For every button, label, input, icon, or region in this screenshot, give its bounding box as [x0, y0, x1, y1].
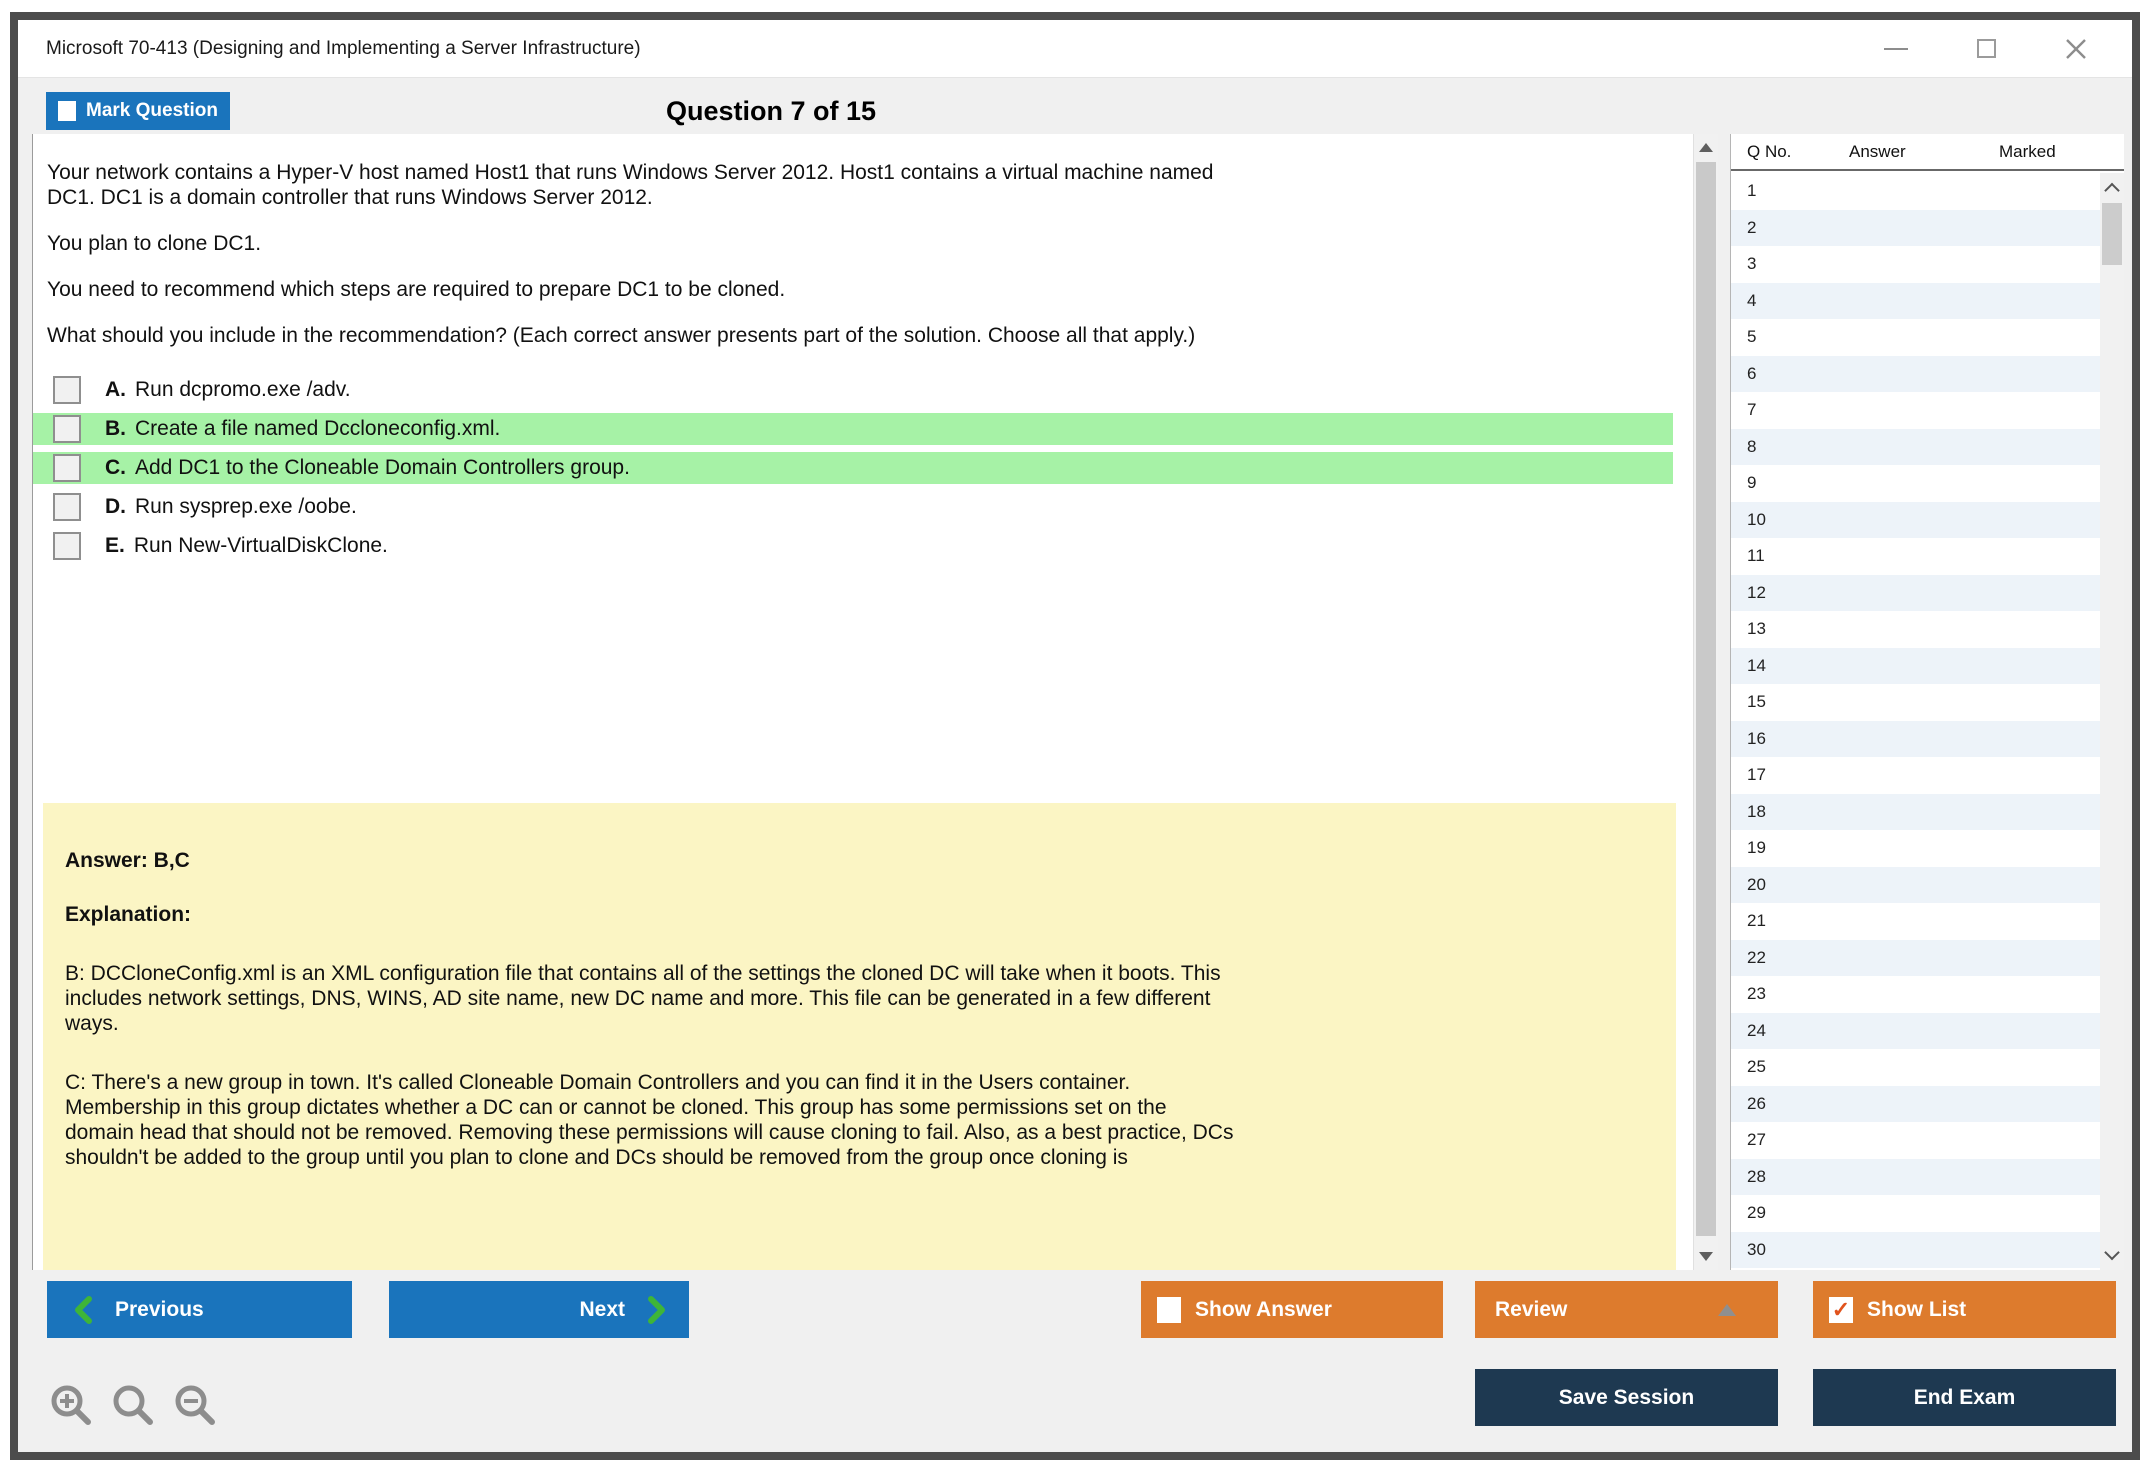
- option-text: Create a file named Dccloneconfig.xml.: [135, 417, 501, 440]
- question-counter: Question 7 of 15: [665, 96, 877, 126]
- qrow-number: 23: [1747, 984, 1766, 1004]
- next-label: Next: [579, 1297, 625, 1321]
- question-list-row[interactable]: [1731, 246, 2100, 283]
- qrow-number: 21: [1747, 911, 1766, 931]
- review-button[interactable]: [1475, 1281, 1778, 1338]
- answer-option-b[interactable]: [33, 413, 1673, 445]
- explanation-box: [43, 803, 1676, 1270]
- scroll-down-chevron-icon[interactable]: [2104, 1245, 2120, 1261]
- qrow-number: 15: [1747, 692, 1766, 712]
- question-list-row[interactable]: [1731, 1086, 2100, 1123]
- qrow-number: 7: [1747, 400, 1757, 420]
- qrow-number: 2: [1747, 217, 1757, 237]
- close-icon: [2064, 37, 2088, 61]
- question-list-row[interactable]: [1731, 684, 2100, 721]
- maximize-icon: [1977, 39, 1996, 58]
- show-list-button[interactable]: [1813, 1281, 2116, 1338]
- next-button[interactable]: [389, 1281, 689, 1338]
- question-list-row[interactable]: [1731, 429, 2100, 466]
- qrow-number: 14: [1747, 655, 1766, 675]
- checkmark-icon: ✓: [1831, 1296, 1851, 1322]
- question-list-row[interactable]: [1731, 867, 2100, 904]
- qrow-number: 28: [1747, 1166, 1766, 1186]
- qrow-number: 16: [1747, 728, 1766, 748]
- option-letter: D.: [105, 495, 126, 518]
- question-list-row[interactable]: [1731, 976, 2100, 1013]
- zoom-out-icon[interactable]: [172, 1382, 218, 1428]
- triangle-up-icon: [1718, 1304, 1736, 1316]
- question-list-row[interactable]: [1731, 392, 2100, 429]
- qrow-number: 24: [1747, 1020, 1766, 1040]
- qrow-number: 13: [1747, 619, 1766, 639]
- question-list-row[interactable]: [1731, 210, 2100, 247]
- qrow-number: 20: [1747, 874, 1766, 894]
- column-header-qno: Q No.: [1747, 141, 1792, 161]
- option-checkbox[interactable]: [53, 376, 81, 404]
- zoom-reset-icon[interactable]: [110, 1382, 156, 1428]
- close-button[interactable]: [2060, 33, 2092, 65]
- scrollbar-thumb[interactable]: [1696, 162, 1716, 1236]
- question-list-row[interactable]: [1731, 611, 2100, 648]
- qrow-number: 11: [1747, 546, 1765, 566]
- question-list-header: [1731, 134, 2124, 171]
- mark-question-button[interactable]: [46, 92, 230, 130]
- answer-option-a[interactable]: [33, 374, 1673, 406]
- question-list-row[interactable]: [1731, 1232, 2100, 1269]
- option-checkbox[interactable]: [53, 532, 81, 560]
- scroll-up-arrow-icon[interactable]: [1699, 143, 1713, 152]
- option-checkbox[interactable]: [53, 454, 81, 482]
- question-paragraph: You need to recommend which steps are required to prepare DC1 to be cloned.: [47, 278, 786, 301]
- option-text: Run New-VirtualDiskClone.: [133, 534, 388, 557]
- option-text: Run dcpromo.exe /adv.: [135, 378, 351, 401]
- column-header-answer: Answer: [1849, 141, 1906, 161]
- qrow-number: 3: [1747, 254, 1757, 274]
- question-list-row[interactable]: [1731, 1195, 2100, 1232]
- minimize-button[interactable]: [1880, 33, 1912, 65]
- question-text: [47, 160, 1673, 348]
- review-label: Review: [1495, 1297, 1568, 1321]
- qrow-number: 9: [1747, 473, 1757, 493]
- question-paragraph: What should you include in the recommendation? (Each correct answer presents part of the solution. Choose all that apply.): [47, 324, 1196, 347]
- question-list-row[interactable]: [1731, 319, 2100, 356]
- scroll-up-chevron-icon[interactable]: [2104, 183, 2120, 199]
- zoom-in-icon[interactable]: [48, 1382, 94, 1428]
- question-list-row[interactable]: [1731, 1159, 2100, 1196]
- options-list: [33, 374, 1673, 562]
- show-list-checkbox[interactable]: [1829, 1297, 1853, 1323]
- question-list-row[interactable]: [1731, 1013, 2100, 1050]
- question-list-row[interactable]: [1731, 1049, 2100, 1086]
- end-exam-button[interactable]: [1813, 1369, 2116, 1426]
- qrow-number: 22: [1747, 947, 1766, 967]
- question-list-row[interactable]: [1731, 940, 2100, 977]
- mark-question-checkbox[interactable]: [58, 101, 76, 121]
- qrow-number: 25: [1747, 1057, 1766, 1077]
- save-session-label: Save Session: [1558, 1385, 1695, 1409]
- question-list-row[interactable]: [1731, 1122, 2100, 1159]
- question-list-row[interactable]: [1731, 757, 2100, 794]
- question-list-sidebar: [1730, 134, 2124, 1270]
- previous-button[interactable]: [47, 1281, 352, 1338]
- column-header-marked: Marked: [1999, 141, 2056, 161]
- question-list-scrollbar[interactable]: [2100, 173, 2124, 1270]
- show-answer-checkbox[interactable]: [1157, 1297, 1181, 1323]
- question-list-row[interactable]: [1731, 465, 2100, 502]
- mark-question-label: Mark Question: [86, 100, 218, 121]
- question-list-row[interactable]: [1731, 283, 2100, 320]
- qrow-number: 5: [1747, 327, 1757, 347]
- qrow-number: 18: [1747, 801, 1766, 821]
- end-exam-label: End Exam: [1913, 1385, 2016, 1409]
- option-letter: C.: [105, 456, 126, 479]
- show-list-label: Show List: [1867, 1297, 1967, 1321]
- chevron-left-icon: [73, 1296, 93, 1324]
- minimize-icon: [1884, 48, 1908, 50]
- question-scrollbar[interactable]: [1693, 134, 1718, 1270]
- qrow-number: 10: [1747, 509, 1766, 529]
- option-letter: E.: [105, 534, 125, 557]
- answer-option-d[interactable]: [33, 491, 1673, 523]
- question-list-row[interactable]: [1731, 794, 2100, 831]
- question-list-row[interactable]: [1731, 648, 2100, 685]
- qrow-number: 30: [1747, 1239, 1766, 1259]
- save-session-button[interactable]: [1475, 1369, 1778, 1426]
- qrow-number: 17: [1747, 765, 1766, 785]
- question-list-row[interactable]: [1731, 830, 2100, 867]
- qrow-number: 19: [1747, 838, 1766, 858]
- qrow-number: 6: [1747, 363, 1757, 383]
- zoom-controls: [48, 1382, 218, 1428]
- window-controls: [1880, 20, 2092, 77]
- option-letter: A.: [105, 378, 126, 401]
- question-list-row[interactable]: [1731, 721, 2100, 758]
- answer-option-c[interactable]: [33, 452, 1673, 484]
- qrow-number: 29: [1747, 1203, 1766, 1223]
- qrow-number: 1: [1747, 181, 1757, 201]
- qrow-number: 26: [1747, 1093, 1766, 1113]
- answer-option-e[interactable]: [33, 530, 1673, 562]
- explanation-paragraphs: [65, 961, 1646, 1170]
- option-letter: B.: [105, 417, 126, 440]
- application-window: [10, 12, 2140, 1460]
- explanation-paragraph: C: There's a new group in town. It's called Cloneable Domain Controllers and you can find it in the Users container. Membership in this group dictates whether a DC can or cannot be cloned. This group has some permissions set on the domain head that should not be removed. Removing these permissions will cause cloning to fail. Also, as a best practice, DCs shouldn't be added to the group until you plan to clone and DCs should be removed from the group once cloning is: [65, 1071, 1234, 1169]
- question-list-row[interactable]: [1731, 173, 2100, 210]
- question-list-row[interactable]: [1731, 575, 2100, 612]
- scroll-down-arrow-icon[interactable]: [1699, 1252, 1713, 1261]
- question-list-row[interactable]: [1731, 538, 2100, 575]
- show-answer-label: Show Answer: [1195, 1297, 1332, 1321]
- option-checkbox[interactable]: [53, 415, 81, 443]
- option-text: Run sysprep.exe /oobe.: [135, 495, 357, 518]
- question-paragraph: Your network contains a Hyper-V host named Host1 that runs Windows Server 2012. Host1 contains a virtual machine named DC1. DC1 is a domain controller that runs Windows Server 2012.: [47, 161, 1214, 209]
- question-list-row[interactable]: [1731, 903, 2100, 940]
- qrow-number: 8: [1747, 436, 1757, 456]
- option-text: Add DC1 to the Cloneable Domain Controllers group.: [135, 456, 630, 479]
- title-bar: [18, 20, 2132, 78]
- question-list-row[interactable]: [1731, 502, 2100, 539]
- option-checkbox[interactable]: [53, 493, 81, 521]
- show-answer-button[interactable]: [1141, 1281, 1443, 1338]
- answer-line: Answer: B,C: [65, 849, 190, 872]
- question-list-row[interactable]: [1731, 356, 2100, 393]
- qrow-number: 27: [1747, 1130, 1766, 1150]
- question-paragraph: You plan to clone DC1.: [47, 232, 262, 255]
- chevron-right-icon: [647, 1296, 667, 1324]
- qrow-number: 12: [1747, 582, 1766, 602]
- previous-label: Previous: [115, 1297, 204, 1321]
- question-panel: [32, 134, 1693, 1270]
- qrow-number: 4: [1747, 290, 1757, 310]
- explanation-paragraph: B: DCCloneConfig.xml is an XML configuration file that contains all of the settings the cloned DC will take when it boots. This includes network settings, DNS, WINS, AD site name, new DC name and more. This file can be generated in a few different ways.: [65, 962, 1221, 1035]
- header-bar: [18, 79, 2132, 134]
- sidebar-scrollbar-thumb[interactable]: [2102, 203, 2122, 265]
- maximize-button[interactable]: [1970, 33, 2002, 65]
- explanation-label: Explanation:: [65, 903, 192, 926]
- question-list-rows: [1731, 173, 2100, 1270]
- window-title: Microsoft 70-413 (Designing and Implementing a Server Infrastructure): [46, 37, 641, 59]
